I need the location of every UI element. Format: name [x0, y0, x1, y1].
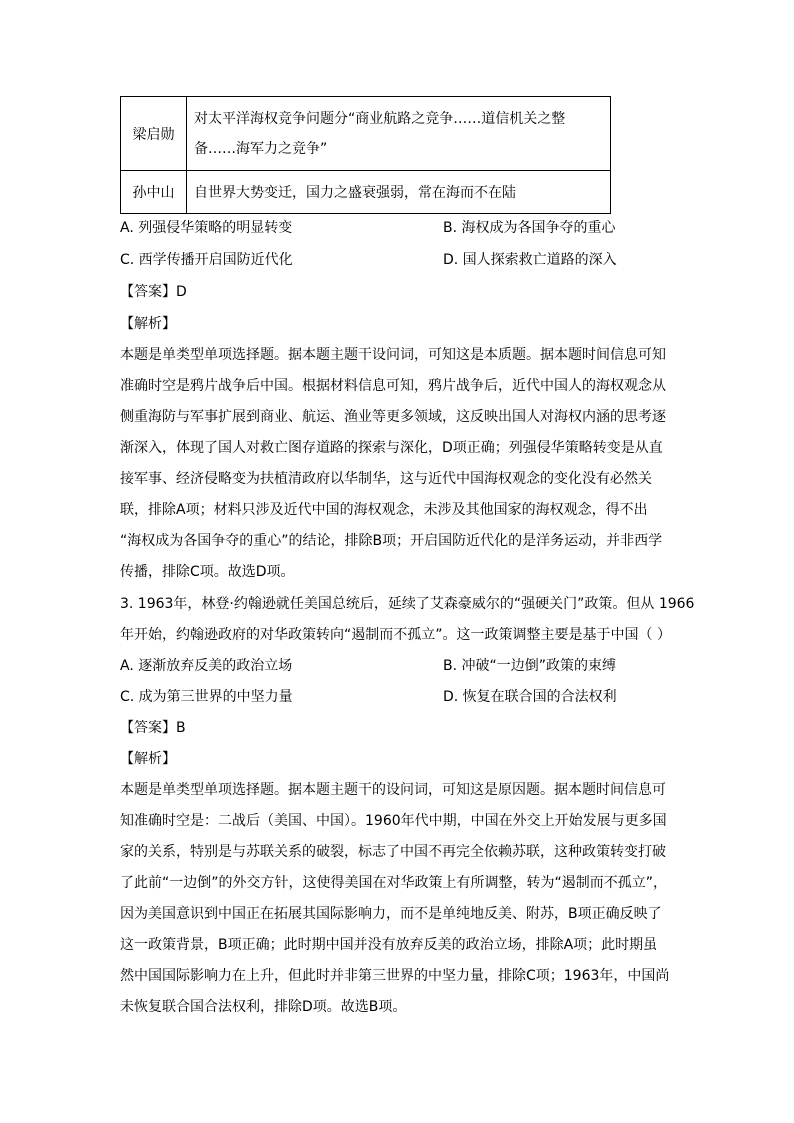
q3-analysis-line: 家的关系，特别是与苏联关系的破裂，标志了中国不再完全依赖苏联，这种政策转变打破 [120, 844, 666, 860]
q2-option-b: B. 海权成为各国争夺的重心 [443, 220, 616, 236]
q2-analysis-label: 【解析】 [120, 316, 176, 332]
material-table [120, 96, 611, 214]
q3-analysis-line: 了此前“一边倒”的外交方针，这使得美国在对华政策上有所调整，转为“遏制而不孤立”， [120, 875, 668, 891]
q2-analysis-line: “海权成为各国争夺的重心”的结论，排除B项；开启国防近代化的是洋务运动，并非西学 [120, 533, 663, 549]
q2-analysis-line: 渐深入，体现了国人对救亡图存道路的探索与深化，D项正确；列强侵华策略转变是从直 [120, 440, 663, 456]
q3-analysis-line: 这一政策背景，B项正确；此时期中国并没有放弃反美的政治立场，排除A项；此时期虽 [120, 937, 658, 953]
q2-analysis-line: 接军事、经济侵略变为扶植清政府以华制华，这与近代中国海权观念的变化没有必然关 [120, 471, 652, 487]
table-row [121, 97, 611, 171]
q2-analysis-line: 传播，排除C项。故选D项。 [120, 564, 295, 580]
table-cell-name: 孙中山 [121, 171, 187, 214]
q3-stem-line: 3. 1963年，林登·约翰逊就任美国总统后，延续了艾森豪威尔的“强硬关门”政策。但从 1966 [120, 596, 695, 612]
q2-answer: 【答案】D [120, 284, 187, 300]
q3-option-c: C. 成为第三世界的中坚力量 [120, 689, 293, 705]
q3-answer: 【答案】B [120, 720, 186, 736]
table-cell-text-line: 对太平洋海权竞争问题分“商业航路之竞争……道信机关之整 [194, 110, 566, 127]
q3-option-b: B. 冲破“一边倒”政策的束缚 [443, 658, 617, 674]
q2-option-d: D. 国人探索救亡道路的深入 [443, 252, 617, 268]
table-cell-name: 梁启勋 [121, 97, 187, 171]
q3-option-a: A. 逐渐放弃反美的政治立场 [120, 658, 293, 674]
q2-analysis-line: 本题是单类型单项选择题。据本题主题干设问词，可知这是本质题。据本题时间信息可知 [120, 347, 666, 363]
table-cell-text [187, 97, 611, 171]
table-cell-text-line: 备……海军力之竞争” [194, 140, 328, 157]
q3-analysis-line: 然中国国际影响力在上升，但此时并非第三世界的中坚力量，排除C项；1963年，中国尚 [120, 968, 670, 984]
q3-analysis-label: 【解析】 [120, 751, 176, 767]
q2-analysis-line: 侧重海防与军事扩展到商业、航运、渔业等更多领域，这反映出国人对海权内涵的思考逐 [120, 409, 666, 425]
q3-analysis-line: 本题是单类型单项选择题。据本题主题干的设问词，可知这是原因题。据本题时间信息可 [120, 782, 666, 798]
q2-option-a: A. 列强侵华策略的明显转变 [120, 220, 293, 236]
q3-option-d: D. 恢复在联合国的合法权利 [443, 689, 617, 705]
q2-analysis-line: 准确时空是鸦片战争后中国。根据材料信息可知，鸦片战争后，近代中国人的海权观念从 [120, 378, 666, 394]
q3-analysis-line: 因为美国意识到中国正在拓展其国际影响力，而不是单纯地反美、附苏，B项正确反映了 [120, 906, 662, 922]
q2-analysis-line: 联，排除A项；材料只涉及近代中国的海权观念，未涉及其他国家的海权观念，得不出 [120, 502, 648, 518]
q3-stem-line: 年开始，约翰逊政府的对华政策转向“遏制而不孤立”。这一政策调整主要是基于中国（ ） [120, 627, 671, 643]
q3-analysis-line: 未恢复联合国合法权利，排除D项。故选B项。 [120, 999, 407, 1015]
table-row [121, 171, 611, 214]
q2-option-c: C. 西学传播开启国防近代化 [120, 252, 293, 268]
table-cell-text: 自世界大势变迁，国力之盛衰强弱，常在海而不在陆 [187, 171, 611, 214]
q3-analysis-line: 知准确时空是：二战后（美国、中国）。1960年代中期，中国在外交上开始发展与更多国 [120, 813, 667, 829]
